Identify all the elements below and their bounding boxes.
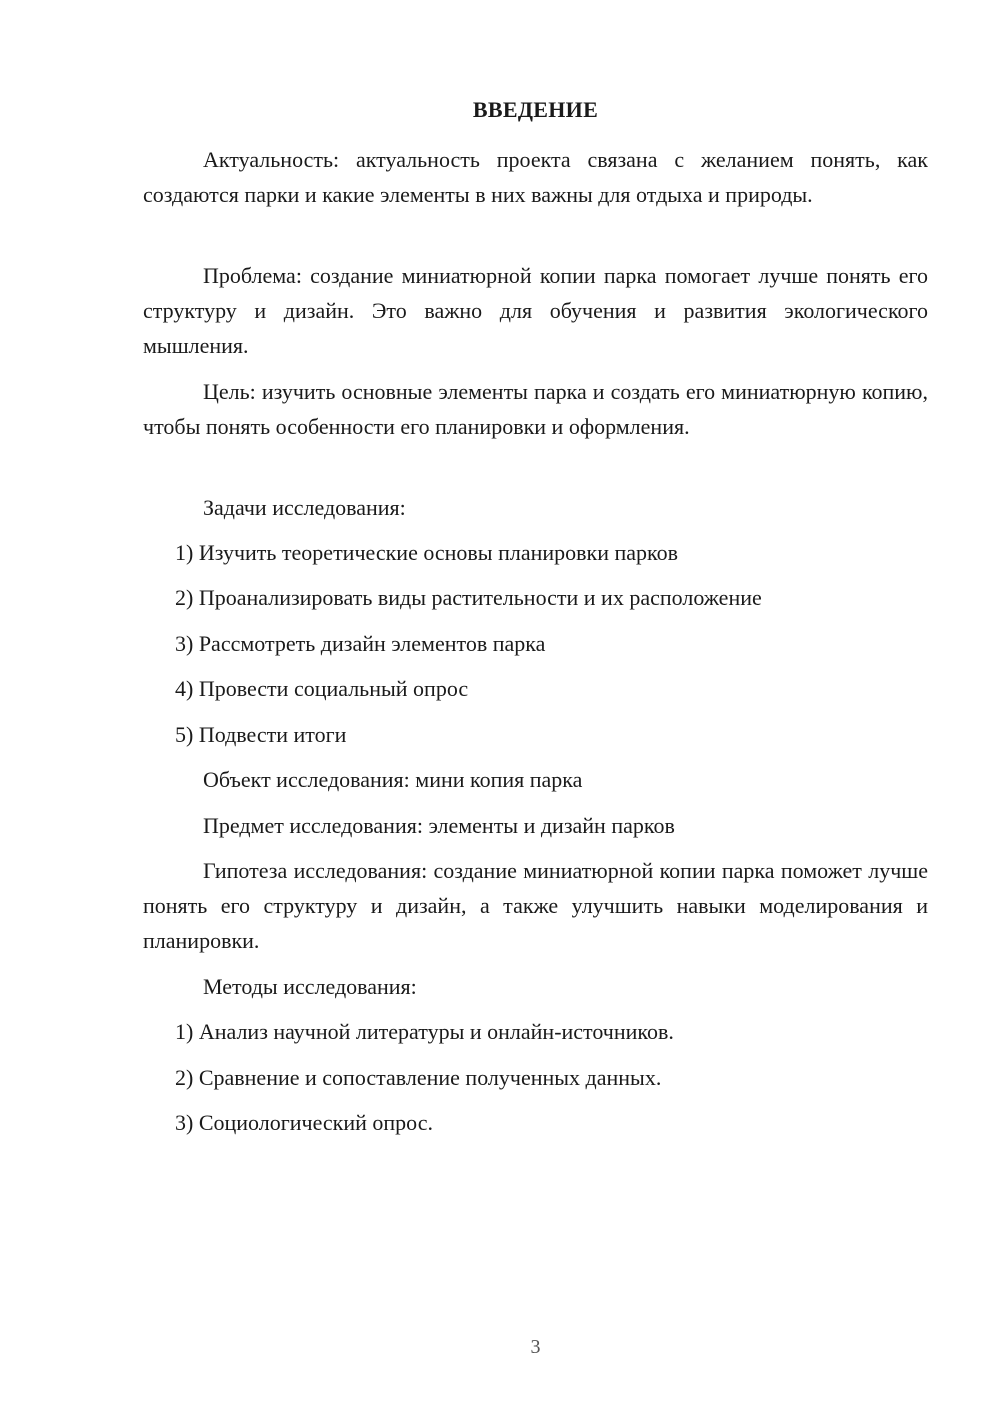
tasks-heading: Задачи исследования: — [203, 495, 406, 520]
methods-heading: Методы исследования: — [203, 974, 417, 999]
paragraph-problem: Проблема: создание миниатюрной копии парка помогает лучше понять его структуру и дизайн. Это важно для обучения и развития экологического мышления. — [143, 263, 928, 358]
task-item: 2) Проанализировать виды растительности и их расположение — [175, 585, 762, 610]
task-item: 4) Провести социальный опрос — [175, 676, 469, 701]
method-item: 1) Анализ научной литературы и онлайн-источников. — [175, 1019, 674, 1044]
method-item: 3) Социологический опрос. — [175, 1110, 433, 1135]
paragraph-subject: Предмет исследования: элементы и дизайн парков — [203, 813, 675, 838]
page-title: ВВЕДЕНИЕ — [472, 97, 599, 122]
task-item: 5) Подвести итоги — [175, 722, 347, 747]
page-number: 3 — [530, 1336, 541, 1358]
paragraph-relevance: Актуальность: актуальность проекта связана с желанием понять, как создаются парки и какие элементы в них важны для отдыха и природы. — [143, 147, 928, 207]
paragraph-hypothesis: Гипотеза исследования: создание миниатюрной копии парка поможет лучше понять его структуру и дизайн, а также улучшить навыки моделирования и планировки. — [143, 858, 928, 953]
task-item: 1) Изучить теоретические основы планировки парков — [175, 540, 678, 565]
paragraph-object: Объект исследования: мини копия парка — [203, 767, 583, 792]
method-item: 2) Сравнение и сопоставление полученных данных. — [175, 1065, 662, 1090]
paragraph-goal: Цель: изучить основные элементы парка и создать его миниатюрную копию, чтобы понять особенности его планировки и оформления. — [143, 379, 928, 439]
document-page — [143, 0, 928, 1414]
task-item: 3) Рассмотреть дизайн элементов парка — [175, 631, 546, 656]
